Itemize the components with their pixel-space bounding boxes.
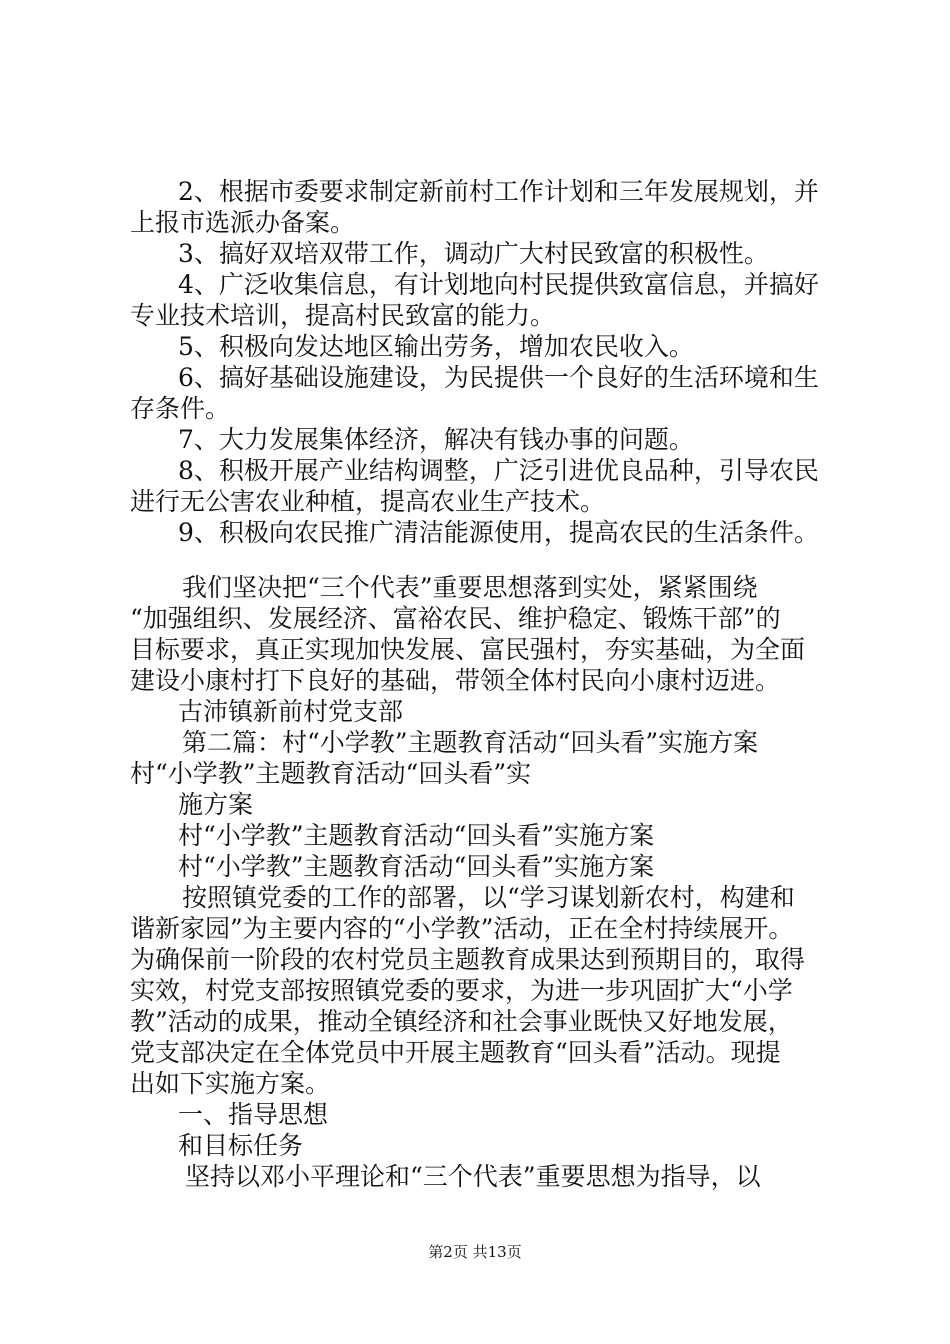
text-line-10: 8、积极开展产业结构调整，广泛引进优良品种，引导农民 bbox=[178, 456, 819, 485]
text-line-26: 实效，村党支部按照镇党委的要求，为进一步巩固扩大“小学 bbox=[130, 976, 793, 1005]
text-line-20: 施方案 bbox=[178, 790, 254, 819]
text-line-19: 村“小学教”主题教育活动“回头看”实 bbox=[130, 759, 532, 788]
text-line-14: “加强组织、发展经济、富裕农民、维护稳定、锻炼干部”的 bbox=[130, 604, 781, 633]
text-line-27: 教”活动的成果，推动全镇经济和社会事业既快又好地发展， bbox=[130, 1007, 793, 1036]
text-line-17: 古沛镇新前村党支部 bbox=[178, 697, 404, 726]
text-line-32: 坚持以邓小平理论和“三个代表”重要思想为指导，以 bbox=[185, 1162, 761, 1191]
text-line-7: 6、搞好基础设施建设，为民提供一个良好的生活环境和生 bbox=[178, 363, 819, 392]
text-line-1: 2、根据市委要求制定新前村工作计划和三年发展规划，并 bbox=[178, 177, 819, 206]
text-line-11: 进行无公害农业种植，提高农业生产技术。 bbox=[130, 487, 606, 516]
text-line-15: 目标要求，真正实现加快发展、富民强村，夯实基础，为全面 bbox=[130, 635, 806, 664]
text-line-16: 建设小康村打下良好的基础，带领全体村民向小康村迈进。 bbox=[130, 666, 781, 695]
text-line-29: 出如下实施方案。 bbox=[130, 1069, 331, 1098]
text-line-5: 专业技术培训，提高村民致富的能力。 bbox=[130, 301, 556, 330]
text-line-25: 为确保前一阶段的农村党员主题教育成果达到预期目的，取得 bbox=[130, 945, 806, 974]
text-line-28: 党支部决定在全体党员中开展主题教育“回头看”活动。现提 bbox=[130, 1038, 781, 1067]
text-line-31: 和目标任务 bbox=[178, 1131, 304, 1160]
text-line-13: 我们坚决把“三个代表”重要思想落到实处，紧紧围绕 bbox=[182, 573, 758, 602]
text-line-22: 村“小学教”主题教育活动“回头看”实施方案 bbox=[178, 852, 655, 881]
text-line-2: 上报市选派办备案。 bbox=[130, 208, 356, 237]
text-line-12: 9、积极向农民推广清洁能源使用，提高农民的生活条件。 bbox=[178, 518, 819, 547]
page-number-footer: 第2页 共13页 bbox=[428, 1243, 522, 1261]
text-line-6: 5、积极向发达地区输出劳务，增加农民收入。 bbox=[178, 332, 694, 361]
text-line-21: 村“小学教”主题教育活动“回头看”实施方案 bbox=[178, 821, 655, 850]
text-line-3: 3、搞好双培双带工作，调动广大村民致富的积极性。 bbox=[178, 239, 769, 268]
text-line-4: 4、广泛收集信息，有计划地向村民提供致富信息，并搞好 bbox=[178, 270, 819, 299]
text-line-24: 谐新家园”为主要内容的“小学教”活动，正在全村持续展开。 bbox=[130, 914, 794, 943]
text-line-23: 按照镇党委的工作的部署，以“学习谋划新农村，构建和 bbox=[182, 883, 795, 912]
text-line-8: 存条件。 bbox=[130, 394, 231, 423]
text-line-9: 7、大力发展集体经济，解决有钱办事的问题。 bbox=[178, 425, 694, 454]
text-line-30: 一、指导思想 bbox=[178, 1100, 329, 1129]
text-line-18: 第二篇：村“小学教”主题教育活动“回头看”实施方案 bbox=[182, 728, 759, 757]
